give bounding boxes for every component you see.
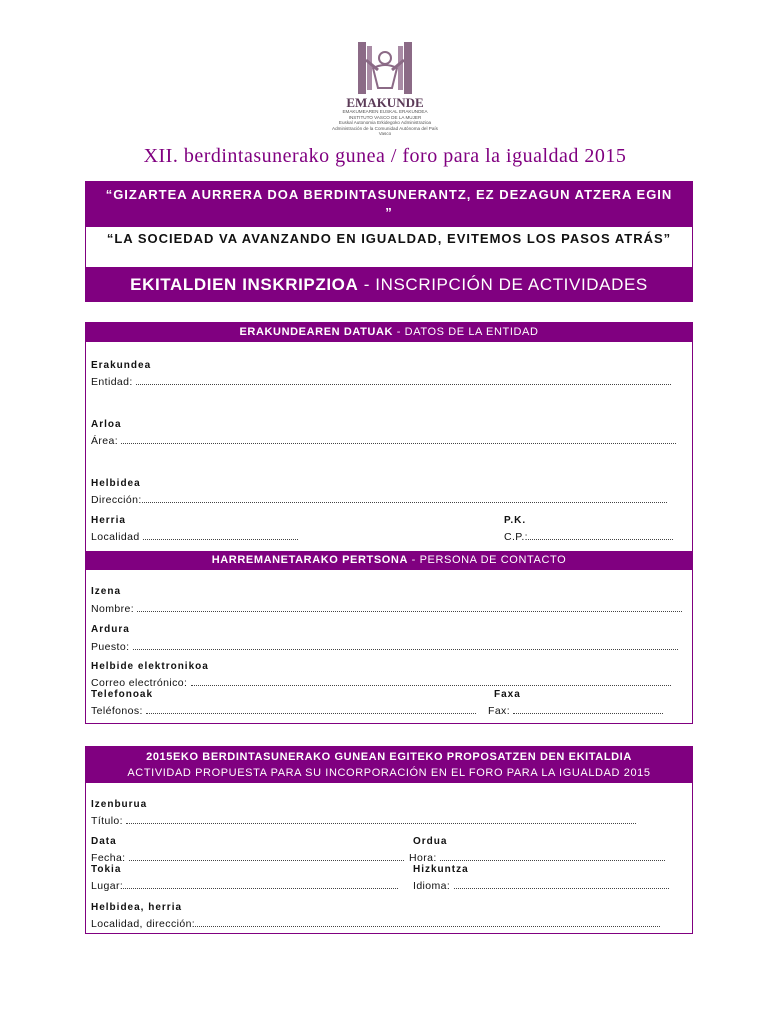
slogan-basque: “GIZARTEA AURRERA DOA BERDINTASUNERANTZ, EZ DEZAGUN ATZERA EGIN ” xyxy=(85,181,693,226)
label-cp: C.P.: xyxy=(504,531,528,543)
logo-wordmark: EMAKUNDE xyxy=(346,95,424,110)
heading-rest: - INSCRIPCIÓN DE ACTIVIDADES xyxy=(358,275,648,294)
label-direccion: Dirección: xyxy=(91,494,142,506)
slogan-spanish: “LA SOCIEDAD VA AVANZANDO EN IGUALDAD, EVITEMOS LOS PASOS ATRÁS” xyxy=(85,226,693,268)
label-hizkuntza: Hizkuntza xyxy=(413,864,469,875)
field-localidad-direccion[interactable] xyxy=(91,916,660,930)
label-izenburua: Izenburua xyxy=(91,799,148,810)
label-izena: Izena xyxy=(91,586,122,597)
label-puesto: Puesto: xyxy=(91,641,130,653)
logo-subtitle-line: Administración de la Comunidad Autónoma del País Vasco xyxy=(332,125,438,137)
activity-head-line1: 2015EKO BERDINTASUNERAKO GUNEAN EGITEKO PROPOSATZEN DEN EKITALDIA xyxy=(146,751,632,763)
label-telefonos: Teléfonos: xyxy=(91,705,143,717)
label-tokia: Tokia xyxy=(91,864,122,875)
field-titulo[interactable] xyxy=(91,813,636,827)
label-helbidea: Helbidea xyxy=(91,478,141,489)
entity-section-header xyxy=(86,323,692,342)
label-fecha: Fecha: xyxy=(91,852,126,864)
contact-head-bold: HARREMANETARAKO PERTSONA xyxy=(211,554,409,566)
activity-section xyxy=(85,746,693,934)
label-ordua: Ordua xyxy=(413,836,448,847)
label-area: Área: xyxy=(91,435,119,447)
label-arloa: Arloa xyxy=(91,419,122,430)
label-titulo: Título: xyxy=(91,815,123,827)
field-telefonos[interactable] xyxy=(91,703,476,717)
entity-contact-section xyxy=(85,322,693,724)
label-herria: Herria xyxy=(91,515,126,526)
label-fax: Fax: xyxy=(488,705,511,717)
label-localidad: Localidad xyxy=(91,531,140,543)
field-entidad[interactable] xyxy=(91,374,671,388)
label-entidad: Entidad: xyxy=(91,376,133,388)
field-idioma[interactable] xyxy=(413,878,669,892)
label-erakundea: Erakundea xyxy=(91,360,152,371)
logo-subtitle xyxy=(330,109,440,137)
activity-head-line2: ACTIVIDAD PROPUESTA PARA SU INCORPORACIÓN EN EL FORO PARA LA IGUALDAD 2015 xyxy=(127,767,651,779)
label-helbide-elektronikoa: Helbide elektronikoa xyxy=(91,661,209,672)
field-lugar[interactable] xyxy=(91,878,398,892)
logo-subtitle-line: EMAKUMEAREN EUSKAL ERAKUNDEA xyxy=(342,109,428,114)
label-idioma: Idioma: xyxy=(413,880,451,892)
entity-head-rest: - DATOS DE LA ENTIDAD xyxy=(393,326,539,338)
label-lugar: Lugar: xyxy=(91,880,124,892)
field-area[interactable] xyxy=(91,433,676,447)
field-cp[interactable] xyxy=(504,529,673,543)
registration-heading xyxy=(85,268,693,302)
label-pk: P.K. xyxy=(504,515,527,526)
field-puesto[interactable] xyxy=(91,639,678,653)
contact-head-rest: - PERSONA DE CONTACTO xyxy=(408,554,567,566)
label-nombre: Nombre: xyxy=(91,603,135,615)
label-telefonoak: Telefonoak xyxy=(91,689,154,700)
entity-head-bold: ERAKUNDEAREN DATUAK xyxy=(239,326,394,338)
activity-section-header xyxy=(86,747,692,783)
field-email[interactable] xyxy=(91,675,671,689)
field-fecha[interactable] xyxy=(91,850,404,864)
logo-subtitle-line: Euskal Autonomia Erkidegoko Administrazioa xyxy=(338,120,432,126)
field-localidad[interactable] xyxy=(91,529,298,543)
label-data: Data xyxy=(91,836,117,847)
contact-section-header xyxy=(86,551,692,570)
heading-bold: EKITALDIEN INSKRIPZIOA xyxy=(130,275,359,294)
field-direccion[interactable] xyxy=(91,492,667,506)
field-nombre[interactable] xyxy=(91,601,682,615)
label-faxa: Faxa xyxy=(494,689,521,700)
logo-subtitle-line: INSTITUTO VASCO DE LA MUJER xyxy=(348,114,422,120)
field-fax[interactable] xyxy=(488,703,663,717)
label-ardura: Ardura xyxy=(91,624,130,635)
label-localidad-direccion: Localidad, dirección: xyxy=(91,918,196,930)
label-email: Correo electrónico: xyxy=(91,677,188,689)
label-helbidea-herria: Helbidea, herria xyxy=(91,902,183,913)
label-hora: Hora: xyxy=(409,852,437,864)
page-title: XII. berdintasunerako gunea / foro para la igualdad 2015 xyxy=(143,145,627,167)
field-hora[interactable] xyxy=(409,850,665,864)
